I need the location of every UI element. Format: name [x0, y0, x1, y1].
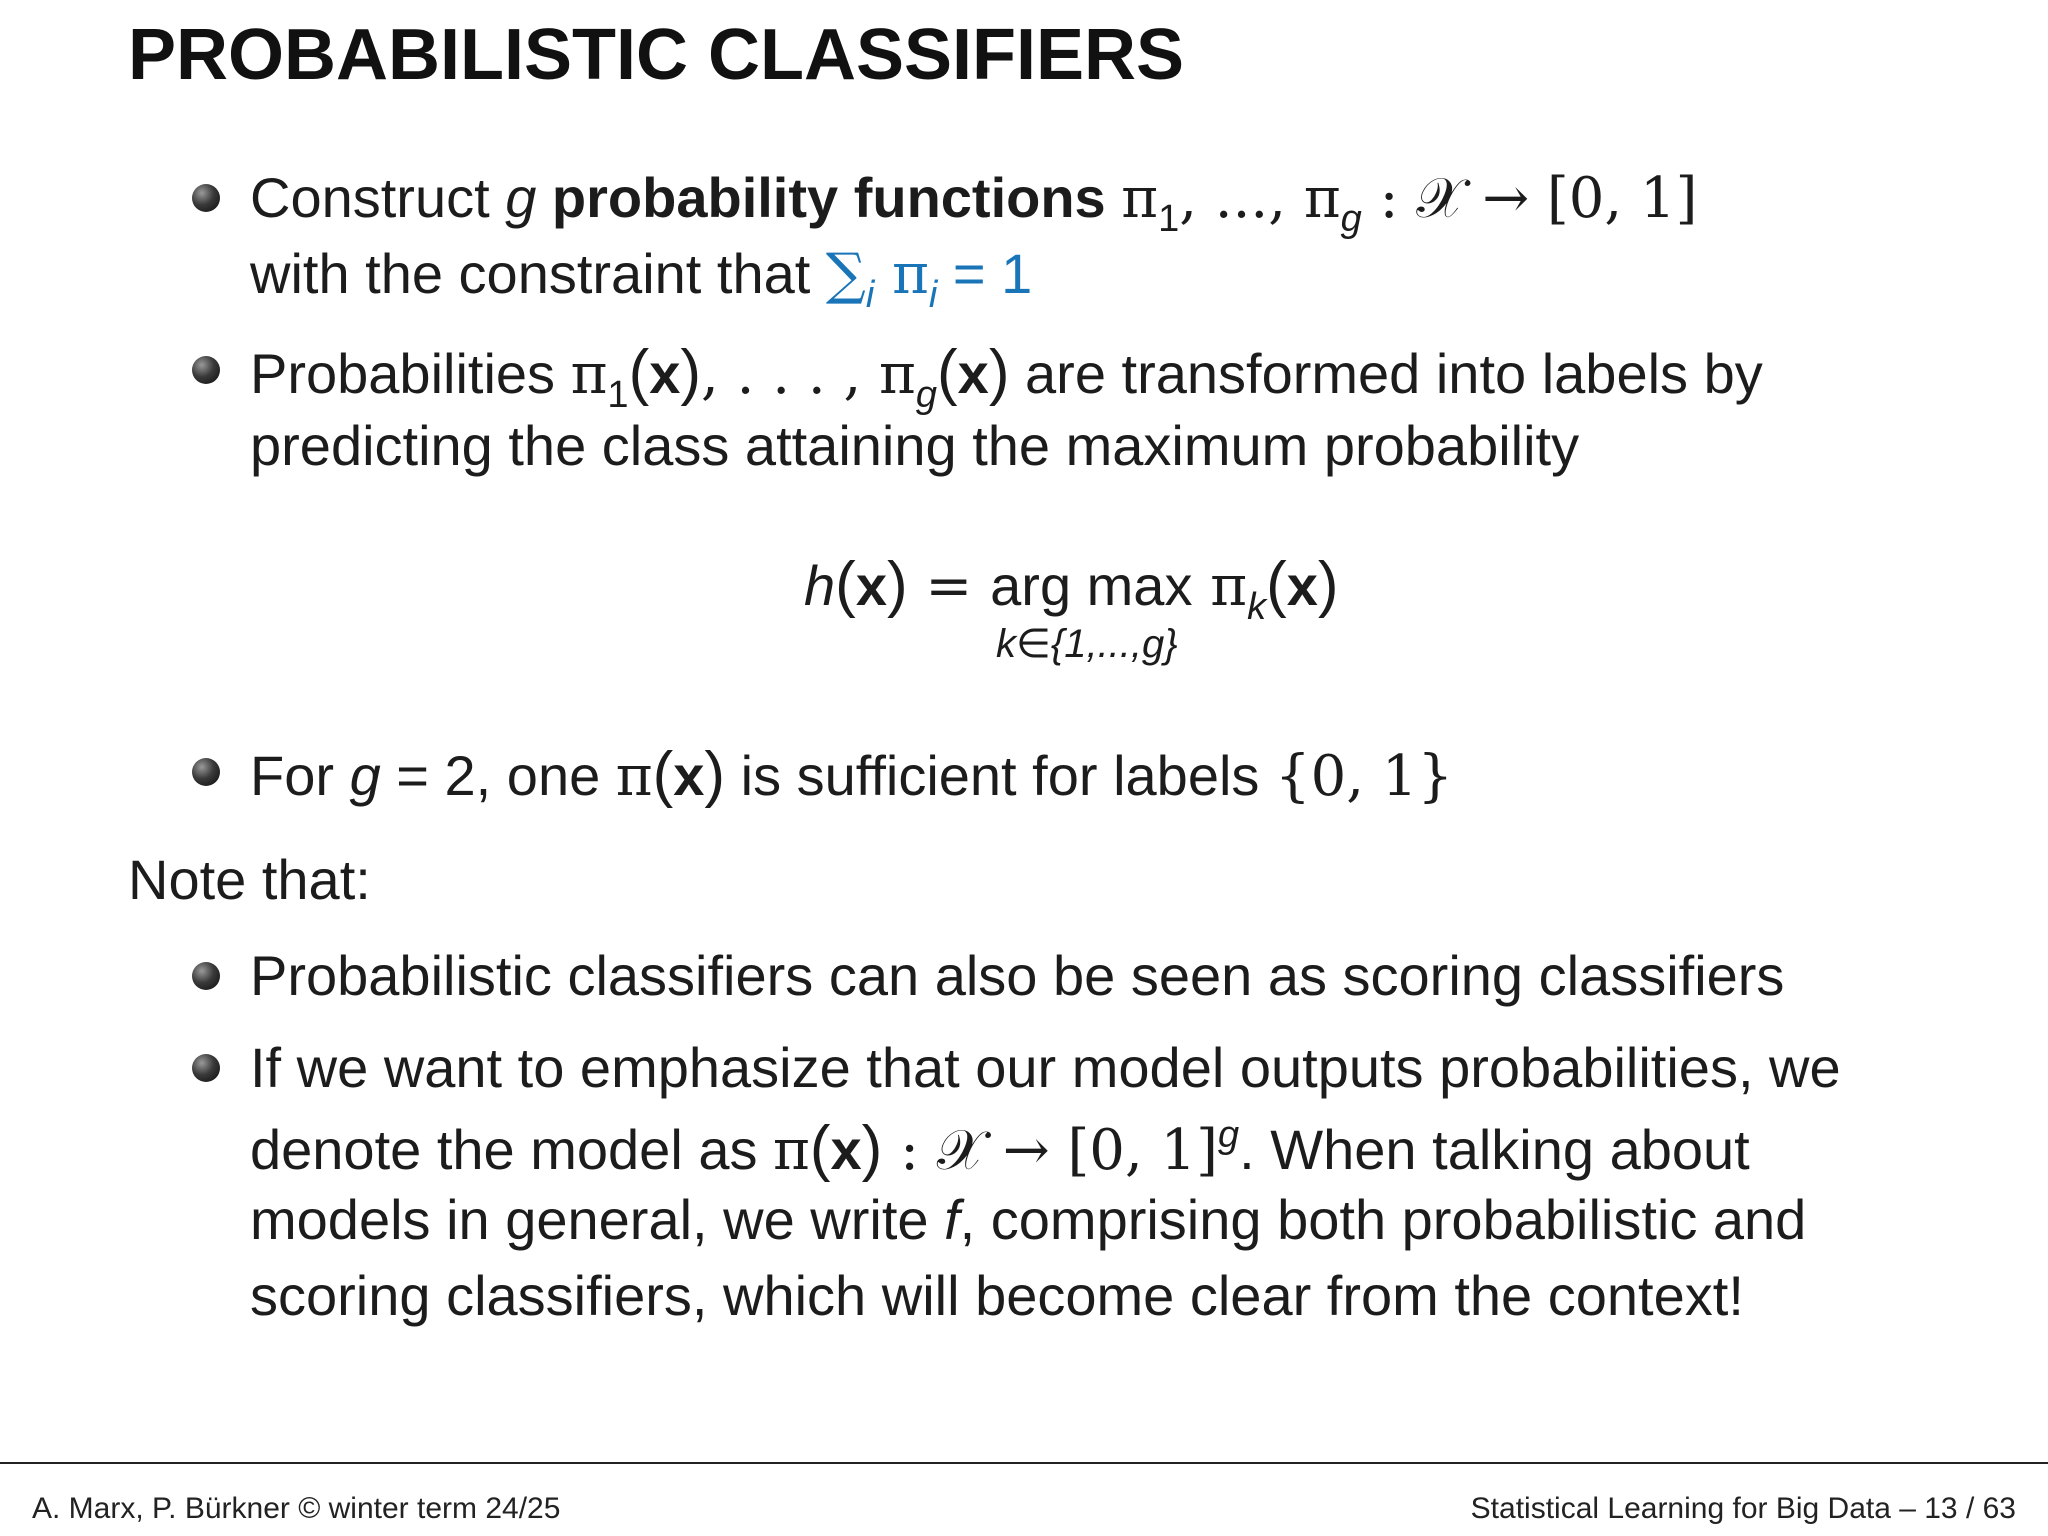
bold-phrase: probability functions	[551, 166, 1106, 229]
text: . When talking about	[1239, 1118, 1750, 1181]
label-set: {0, 1}	[1274, 744, 1454, 809]
pi-symbol: π	[1121, 166, 1159, 231]
bullet-icon	[192, 758, 220, 786]
note-bullet-1: Probabilistic classifiers can also be seen as scoring classifiers	[250, 944, 1785, 1007]
text: denote the model as	[250, 1118, 774, 1181]
variable-g: g	[505, 166, 537, 229]
pi-symbol: π	[874, 242, 929, 307]
pi-symbol: π	[879, 342, 916, 407]
mapping: : 𝒳 → [0, 1]	[1361, 166, 1698, 231]
bold-x: x	[649, 342, 681, 405]
bold-x: x	[1286, 554, 1318, 617]
footer-authors: A. Marx, P. Bürkner © winter term 24/25	[32, 1492, 561, 1525]
slide-title: PROBABILISTIC CLASSIFIERS	[128, 15, 1185, 95]
subscript: g	[1340, 198, 1362, 240]
pi-symbol: π	[1303, 166, 1341, 231]
note-bullet-2-line-4: scoring classifiers, which will become clear from the context!	[250, 1264, 1744, 1327]
bold-x: x	[673, 744, 705, 807]
pi-symbol: π	[1192, 554, 1248, 619]
bullet-2-line-1: Probabilities $\pi_1(x)$, . . . , $\pi_g(x)$ are transformed into labels by	[250, 338, 1763, 416]
superscript: g	[1218, 1114, 1240, 1156]
bullet-1-line-2	[250, 242, 1033, 316]
text: Construct	[250, 166, 506, 229]
bullet-icon	[192, 962, 220, 990]
text: Probabilities	[250, 342, 571, 405]
bullet-icon	[192, 184, 220, 212]
pi-symbol: π	[570, 342, 608, 407]
subscript: g	[915, 374, 937, 416]
constraint	[825, 242, 1033, 316]
variable-g: g	[349, 744, 381, 807]
subscript: i	[928, 274, 938, 316]
text: are transformed into labels by	[1009, 342, 1763, 405]
text: , comprising both probabilistic and	[959, 1188, 1807, 1251]
subscript: 1	[1158, 198, 1180, 240]
argmax-operator: arg max	[990, 554, 1193, 617]
equals-one: = 1	[937, 242, 1033, 305]
text: models in general, we write	[250, 1188, 945, 1251]
text: with the constraint that	[250, 242, 826, 305]
ellipsis: , . . . ,	[701, 342, 880, 407]
sum-symbol: ∑	[825, 242, 866, 307]
subscript: k	[1247, 586, 1267, 628]
mapping: : 𝒳 → [0, 1]	[882, 1118, 1219, 1183]
bold-x: x	[855, 554, 887, 617]
bullet-1-line-1	[250, 166, 1698, 240]
text: is sufficient for labels	[725, 744, 1275, 807]
text: = 2, one	[380, 744, 616, 807]
note-bullet-2-line-1: If we want to emphasize that our model outputs probabilities, we	[250, 1036, 1841, 1099]
text: For	[250, 744, 350, 807]
note-bullet-2-line-2: denote the model as π(x) : 𝒳 → [0, 1]$^g$. When talking about	[250, 1114, 1750, 1183]
equals: =	[907, 554, 991, 619]
ellipsis: , ...,	[1179, 166, 1304, 231]
bullet-2-line-2: predicting the class attaining the maximum probability	[250, 414, 1580, 477]
bold-x: x	[830, 1118, 862, 1181]
bullet-icon	[192, 1054, 220, 1082]
subscript: 1	[607, 374, 629, 416]
note-heading: Note that:	[128, 848, 371, 911]
argmax-subscript: k∈{1,...,g}	[996, 622, 1178, 666]
footer-divider	[0, 1462, 2048, 1464]
bullet-icon	[192, 356, 220, 384]
pi-symbol: π	[615, 744, 653, 809]
pi-symbol: π	[773, 1118, 810, 1183]
note-bullet-2-line-3	[250, 1188, 1807, 1251]
bullet-3-line-1: For g = 2, one π(x) is sufficient for labels {0, 1}	[250, 740, 1454, 809]
footer-page-info: Statistical Learning for Big Data – 13 / 63	[1470, 1492, 2016, 1525]
bold-x: x	[957, 342, 989, 405]
argmax-formula: h(x) = arg $\max \pi_k(x)$	[804, 550, 1339, 628]
variable-f: f	[944, 1188, 960, 1251]
h-symbol: h	[804, 554, 836, 617]
subscript: i	[865, 274, 875, 316]
